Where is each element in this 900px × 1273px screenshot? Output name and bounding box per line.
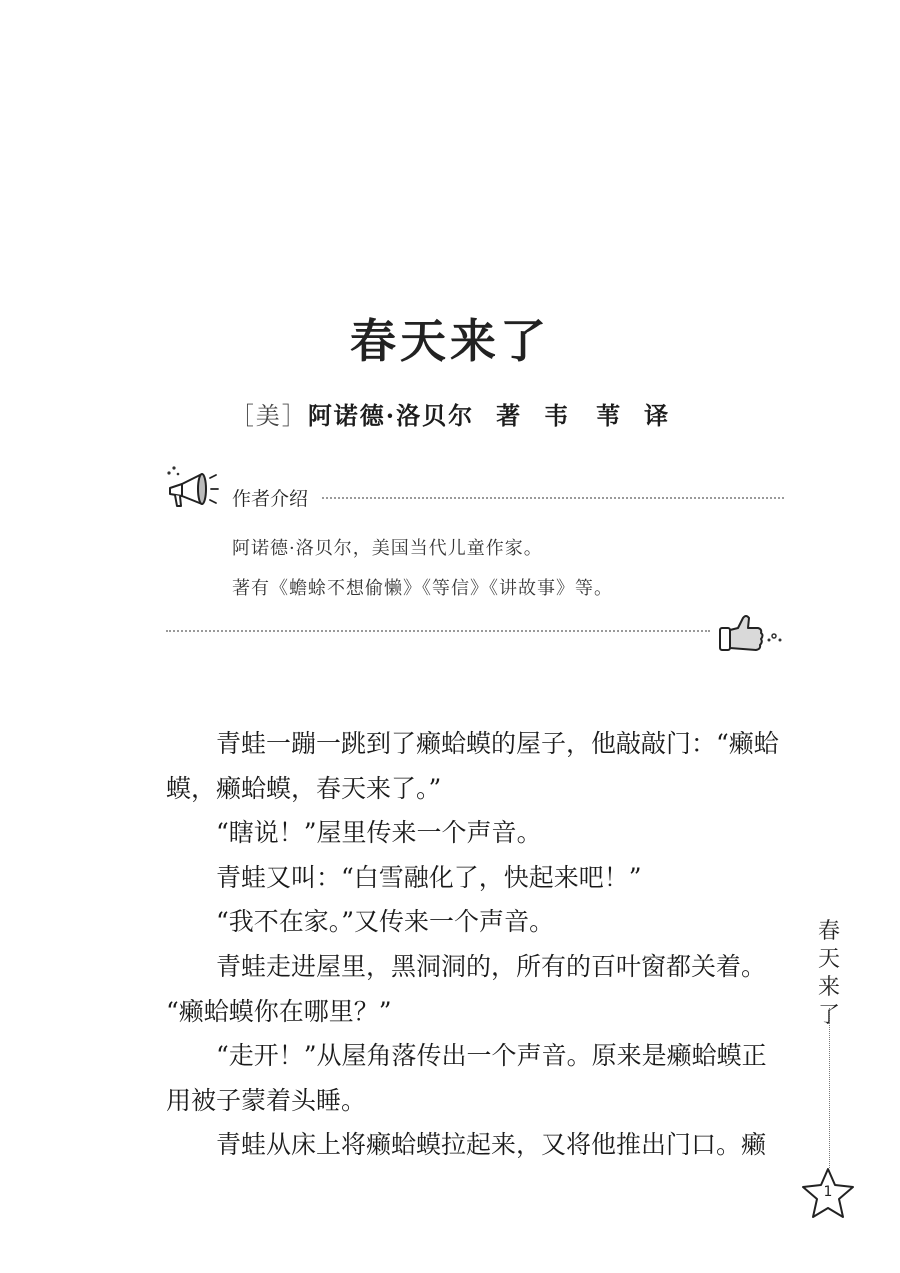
byline-translator: 韦 苇 (544, 401, 623, 430)
intro-bottom-divider (166, 630, 710, 632)
intro-line: 阿诺德·洛贝尔，美国当代儿童作家。 (232, 538, 543, 559)
side-title-char: 天 (817, 947, 840, 972)
byline-role-translator: 译 (644, 401, 671, 430)
paragraph: “瞎说！”屋里传来一个声音。 (216, 818, 542, 848)
byline-country: ［美］ (229, 402, 308, 430)
intro-top-divider (322, 497, 784, 499)
paragraph: “我不在家。”又传来一个声音。 (216, 907, 555, 937)
paragraph: “癞蛤蟆你在哪里？” (166, 996, 392, 1026)
intro-heading: 作者介绍 (232, 488, 309, 510)
side-title-char: 春 (817, 919, 840, 944)
byline-role-author: 著 (496, 401, 523, 430)
side-title-char: 来 (817, 975, 840, 1000)
megaphone-icon (162, 464, 222, 512)
thumbs-up-icon (716, 612, 786, 656)
side-title-char: 了 (817, 1003, 840, 1028)
byline-author: 阿诺德·洛贝尔 (307, 401, 475, 430)
page-title: 春天来了 (350, 314, 550, 368)
paragraph: “走开！”从屋角落传出一个声音。原来是癞蛤蟆正用被子蒙着头睡。 (166, 1041, 767, 1115)
paragraph: 青蛙从床上将癞蛤蟆拉起来，又将他推出门口。癞 (216, 1130, 767, 1160)
byline (0, 396, 900, 431)
page-number: 1 (823, 1184, 833, 1200)
story-body (166, 722, 786, 1168)
side-divider (829, 1008, 830, 1168)
intro-line: 著有《蟾蜍不想偷懒》《等信》《讲故事》等。 (232, 578, 613, 599)
paragraph: 青蛙走进屋里，黑洞洞的，所有的百叶窗都关着。 (216, 951, 767, 981)
paragraph: 青蛙又叫：“白雪融化了，快起来吧！” (216, 862, 642, 892)
paragraph: 青蛙一蹦一跳到了癞蛤蟆的屋子，他敲敲门：“癞蛤蟆，癞蛤蟆，春天来了。” (166, 729, 779, 803)
